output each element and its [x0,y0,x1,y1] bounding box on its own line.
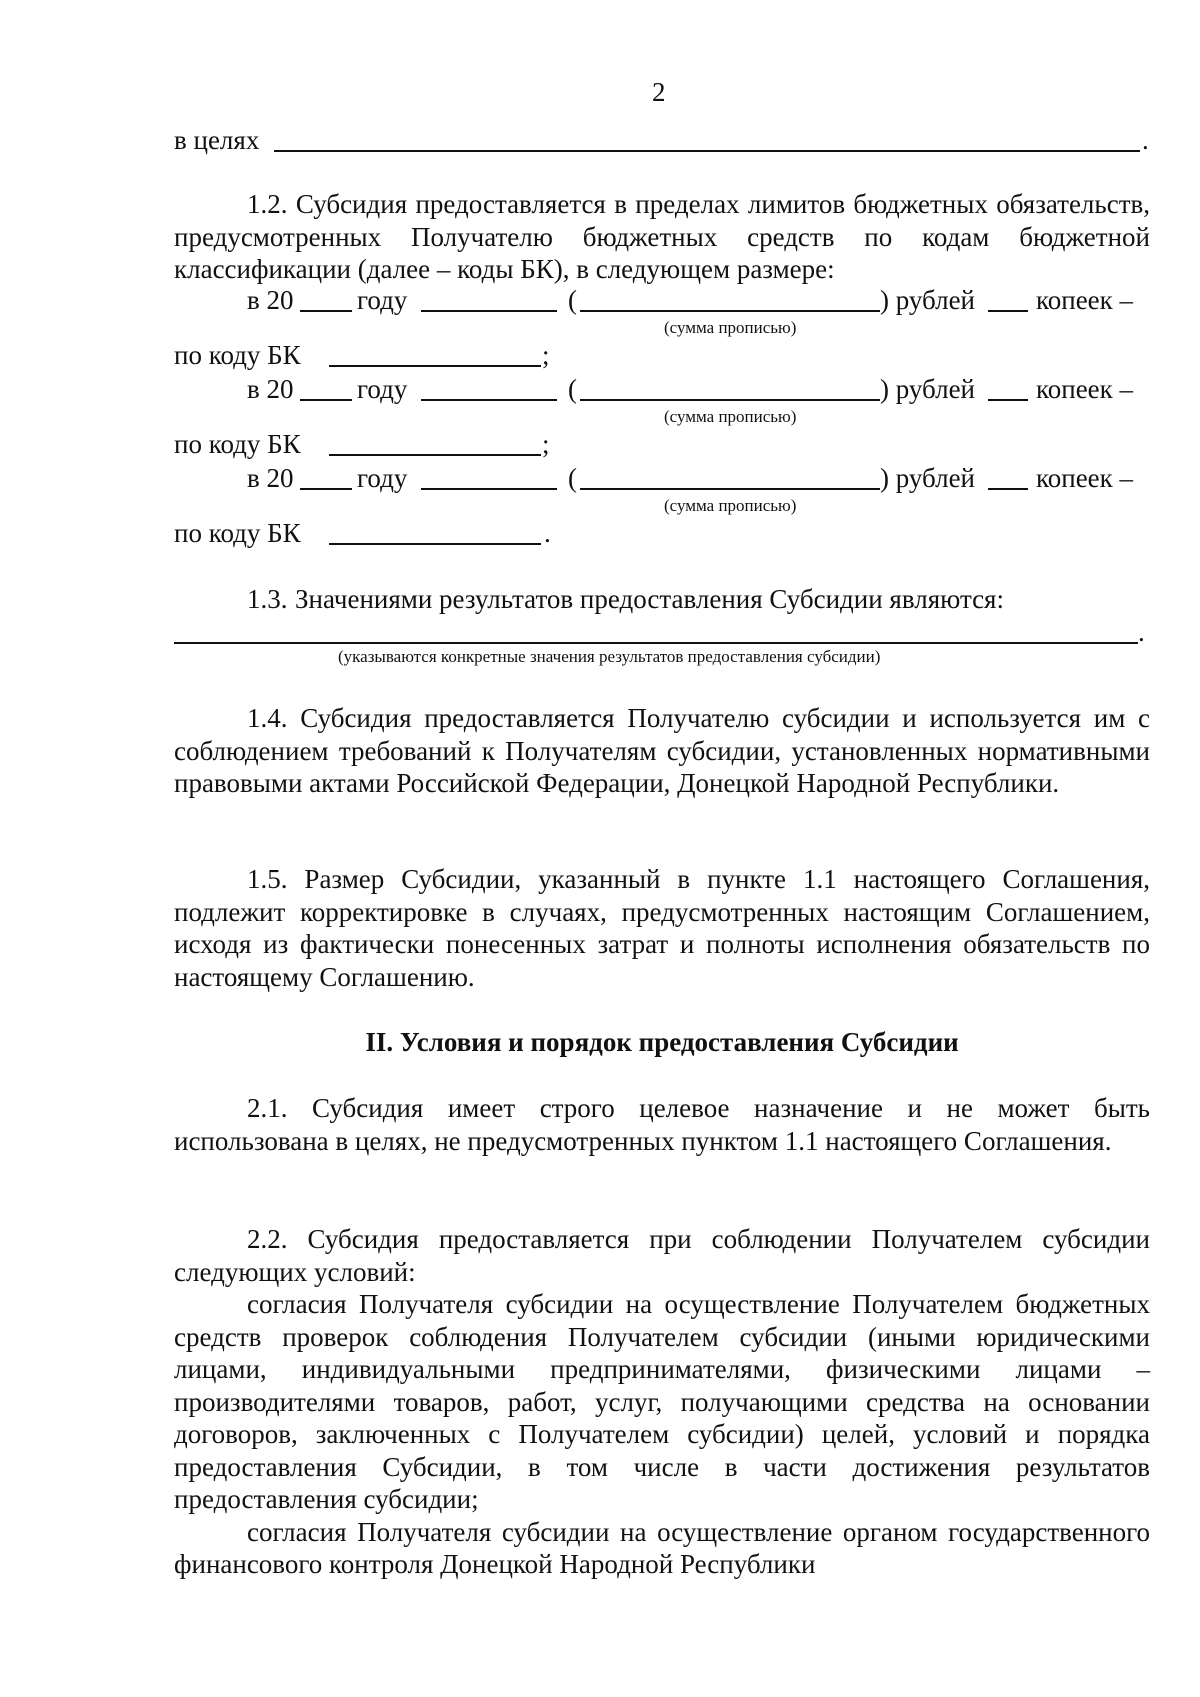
p2-2-condition-1: согласия Получателя субсидии на осуществление Получателем бюджетных средств проверок соблюдения Получателем субсидии (иными юридическими лицами, индивидуальными предпринимателями, физическими лицами – производителями товаров, работ, услуг, получающими средства на основании договоров, заключенных с Получателем субсидии) целей, условий и порядка предоставления Субсидии, в том числе в части достижения результатов предоставления субсидии; [174,1289,1150,1514]
year-row-3-paren: ( [568,463,577,493]
bk-row-2-label: по коду БК [174,429,301,459]
bk-row-3-blank [329,543,541,545]
bk-row-2-blank [329,454,541,456]
year-row-1-words-blank [580,310,880,312]
p1-3-end: . [1138,617,1145,647]
year-row-3-kop: копеек – [1036,463,1134,493]
year-row-3-word: году [357,463,408,493]
p1-2-text: Субсидия предоставляется в пределах лимитов бюджетных обязательств, предусмотренных Получателю бюджетных средств по кодам бюджетной классификации (далее – коды БК), в следующем размере: [174,189,1151,284]
year-row-1-year-blank [300,310,352,312]
year-row-3-words-blank [580,488,880,490]
paragraph-1-5 [174,863,1150,993]
p1-4-text: Субсидия предоставляется Получателю субсидии и используется им с соблюдением требований к Получателям субсидии, установленных нормативными правовыми актами Российской Федерации, Донецкой Народной Республики. [174,703,1151,798]
bk-row-3-end: . [544,518,551,548]
year-row-3-caption: (сумма прописью) [664,496,797,515]
bk-row-3-label: по коду БК [174,518,301,548]
p1-3-blank-line [174,642,1138,644]
paragraph-2-1 [174,1092,1150,1157]
p1-5-text: Размер Субсидии, указанный в пункте 1.1 настоящего Соглашения, подлежит корректировке в случаях, предусмотренных настоящим Соглашением, исходя из фактически понесенных затрат и полноты исполнения обязательств по настоящему Соглашению. [174,864,1150,992]
p1-5-number: 1.5. [247,864,288,894]
year-row-1-word: году [357,285,408,315]
year-row-3-amount-blank [421,488,557,490]
section-2-title: II. Условия и порядок предоставления Субсидии [365,1027,959,1057]
goals-prefix: в целях [174,125,260,155]
p1-3-caption: (указываются конкретные значения результатов предоставления субсидии) [338,647,881,666]
year-row-2-kop: копеек – [1036,374,1134,404]
bk-row-1-end: ; [542,340,550,370]
p2-2-text: Субсидия предоставляется при соблюдении Получателем субсидии следующих условий: [174,1224,1150,1287]
year-row-2-paren: ( [568,374,577,404]
year-row-1-rub: ) рублей [880,285,976,315]
year-row-2-amount-blank [421,399,557,401]
year-row-2-word: году [357,374,408,404]
p2-2-condition-2: согласия Получателя субсидии на осуществление органом государственного финансового контроля Донецкой Народной Республики [174,1516,1150,1579]
year-row-2-rub: ) рублей [880,374,976,404]
year-row-1-paren: ( [568,285,577,315]
bk-row-2-end: ; [542,429,550,459]
goals-end: . [1142,125,1149,155]
year-row-1-kop: копеек – [1036,285,1134,315]
year-row-2-prefix: в 20 [247,374,294,404]
p2-1-text: Субсидия имеет строго целевое назначение и не может быть использована в целях, не предусмотренных пунктом 1.1 настоящего Соглашения. [174,1093,1151,1156]
year-row-3-year-blank [300,488,352,490]
bk-row-1-blank [329,365,541,367]
year-row-2-words-blank [580,399,880,401]
year-row-1-kop-blank [988,310,1028,312]
year-row-1-caption: (сумма прописью) [664,318,797,337]
year-row-3-kop-blank [988,488,1028,490]
year-row-1-prefix: в 20 [247,285,294,315]
p2-1-number: 2.1. [247,1093,288,1123]
page-number: 2 [652,77,666,107]
goals-blank-line [274,150,1140,152]
p1-2-number: 1.2. [247,189,288,219]
bk-row-1-label: по коду БК [174,340,301,370]
year-row-1-amount-blank [421,310,557,312]
paragraph-1-2 [174,188,1150,286]
paragraph-2-2 [174,1223,1150,1581]
year-row-3-prefix: в 20 [247,463,294,493]
p1-3-text: Значениями результатов предоставления Субсидии являются: [295,584,1004,614]
p2-2-number: 2.2. [247,1224,288,1254]
p1-3-number: 1.3. [247,584,288,614]
year-row-2-caption: (сумма прописью) [664,407,797,426]
year-row-3-rub: ) рублей [880,463,976,493]
year-row-2-kop-blank [988,399,1028,401]
year-row-2-year-blank [300,399,352,401]
p1-4-number: 1.4. [247,703,288,733]
paragraph-1-4 [174,702,1150,800]
